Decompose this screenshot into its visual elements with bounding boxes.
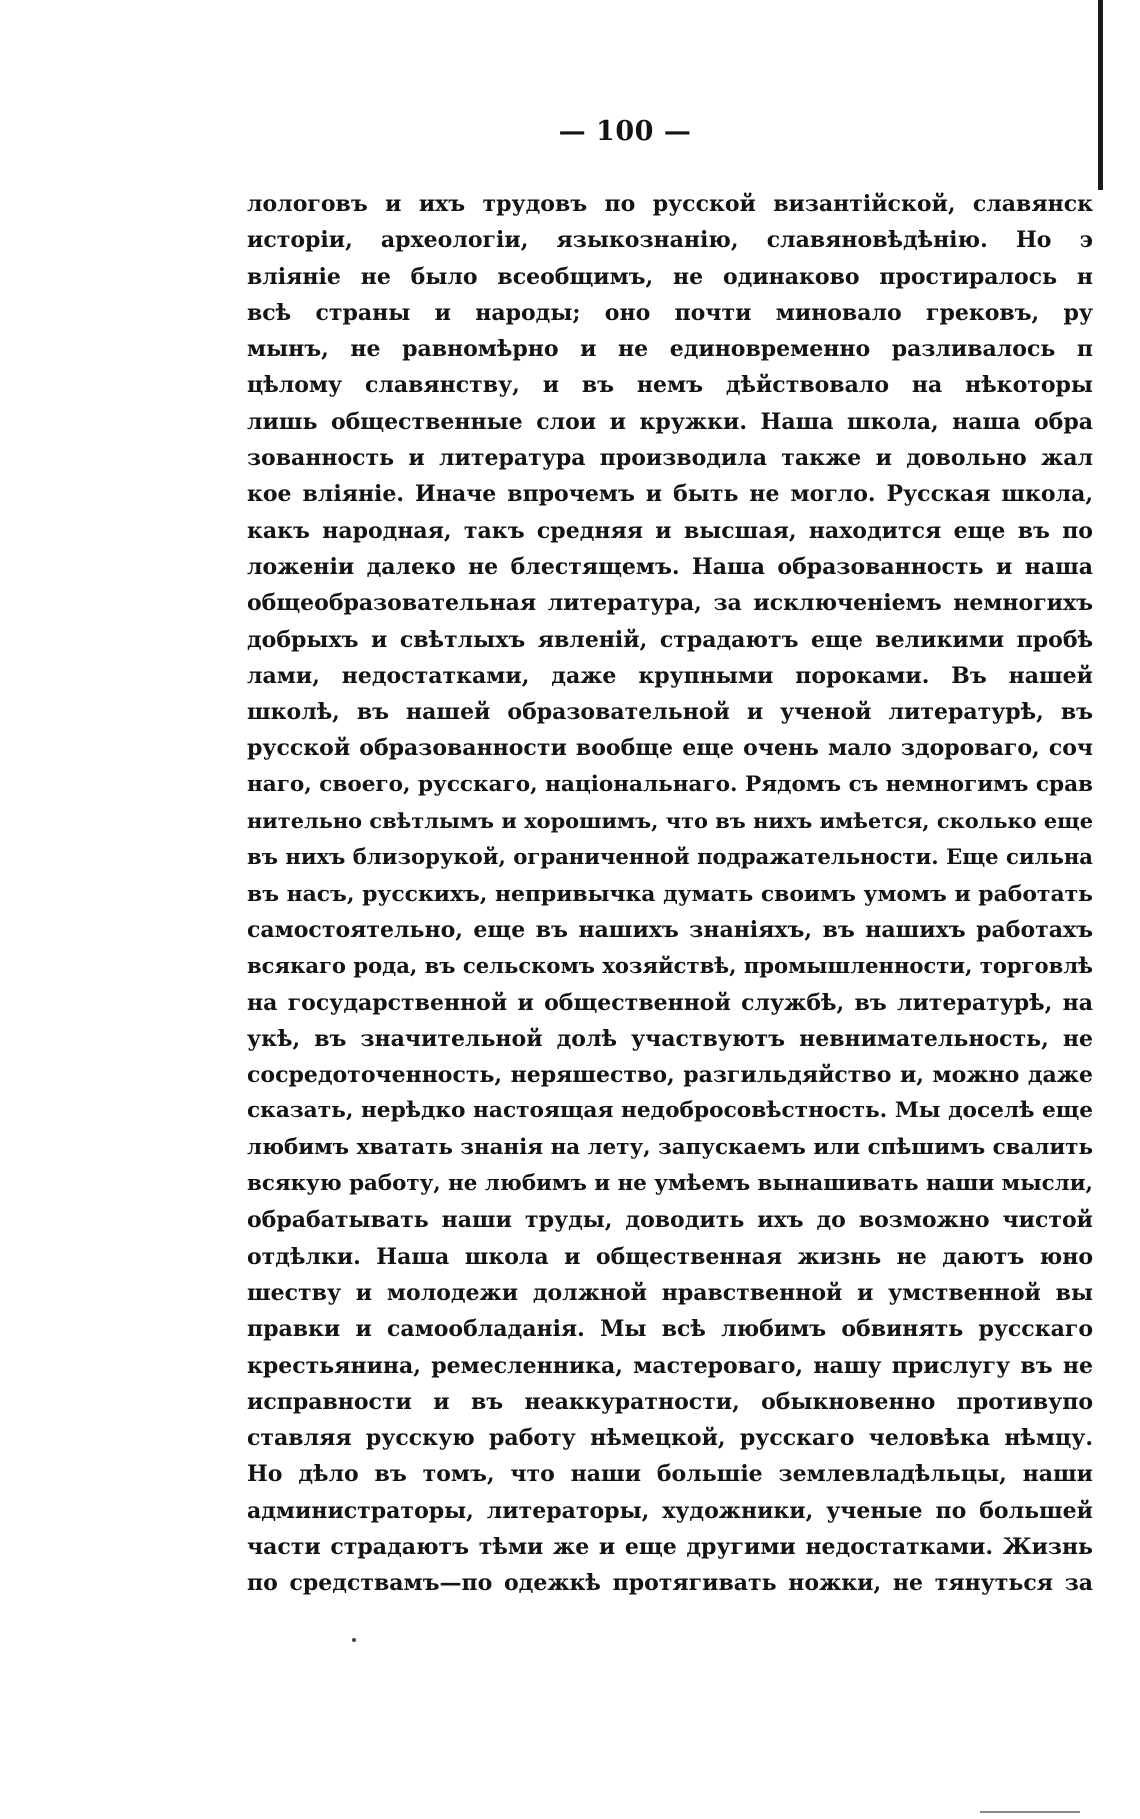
text-line: въ насъ, русскихъ, непривычка думать своимъ умомъ и работать bbox=[247, 880, 1093, 907]
scan-edge-shadow bbox=[1098, 0, 1103, 190]
text-line: по средствамъ—по одежкѣ протягивать ножки, не тянуться за bbox=[247, 1570, 1093, 1597]
text-line: исторіи, археологіи, языкознанію, славяновѣдѣнію. Но э bbox=[247, 227, 1093, 254]
text-line: школѣ, въ нашей образовательной и ученой литературѣ, въ bbox=[247, 699, 1093, 726]
text-line: крестьянина, ремесленника, мастероваго, нашу прислугу въ не bbox=[247, 1352, 1093, 1379]
page-number: — 100 — bbox=[558, 116, 692, 147]
text-line: сказать, нерѣдко настоящая недобросовѣстность. Мы доселѣ еще bbox=[247, 1098, 1093, 1124]
text-line: вліяніе не было всеобщимъ, не одинаково простиралось н bbox=[247, 263, 1093, 290]
text-line: нительно свѣтлымъ и хорошимъ, что въ нихъ имѣется, сколько еще bbox=[247, 808, 1093, 834]
text-line: правки и самообладанія. Мы всѣ любимъ обвинять русскаго bbox=[247, 1316, 1093, 1343]
text-line: сосредоточенность, неряшество, разгильдяйство и, можно даже bbox=[247, 1062, 1093, 1089]
text-line: добрыхъ и свѣтлыхъ явленій, страдаютъ еще великими пробѣ bbox=[247, 626, 1093, 653]
text-line: отдѣлки. Наша школа и общественная жизнь не даютъ юно bbox=[247, 1243, 1093, 1270]
text-line: наго, своего, русскаго, національнаго. Рядомъ съ немногимъ срав bbox=[247, 771, 1093, 797]
text-line: лами, недостатками, даже крупными пороками. Въ нашей bbox=[247, 662, 1093, 689]
text-line: всѣ страны и народы; оно почти миновало грековъ, ру bbox=[247, 299, 1093, 326]
text-line: на государственной и общественной службѣ, въ литературѣ, на bbox=[247, 989, 1093, 1016]
text-line: администраторы, литераторы, художники, ученые по большей bbox=[247, 1497, 1093, 1524]
text-line: лишь общественные слои и кружки. Наша школа, наша обра bbox=[247, 408, 1093, 435]
text-line: самостоятельно, еще въ нашихъ знаніяхъ, въ нашихъ работахъ bbox=[247, 916, 1093, 943]
text-line: кое вліяніе. Иначе впрочемъ и быть не могло. Русская школа, bbox=[247, 481, 1093, 508]
text-line: какъ народная, такъ средняя и высшая, находится еще въ по bbox=[247, 517, 1093, 544]
text-line: зованность и литература производила также и довольно жал bbox=[247, 445, 1093, 472]
text-line: русской образованности вообще еще очень мало здороваго, соч bbox=[247, 735, 1093, 762]
text-line: ложеніи далеко не блестящемъ. Наша образованность и наша bbox=[247, 553, 1093, 580]
text-line: мынъ, не равномѣрно и не единовременно разливалось п bbox=[247, 336, 1093, 363]
text-line: общеобразовательная литература, за исключеніемъ немногихъ bbox=[247, 590, 1093, 617]
text-line: цѣлому славянству, и въ немъ дѣйствовало на нѣкоторы bbox=[247, 372, 1093, 399]
text-line: шеству и молодежи должной нравственной и умственной вы bbox=[247, 1279, 1093, 1306]
text-line: обрабатывать наши труды, доводить ихъ до возможно чистой bbox=[247, 1207, 1093, 1234]
scan-speck bbox=[352, 1638, 356, 1642]
scan-corner-mark bbox=[980, 1811, 1080, 1813]
text-line: лологовъ и ихъ трудовъ по русской византійской, славянск bbox=[247, 191, 1093, 217]
body-text bbox=[247, 186, 1093, 1602]
text-line: части страдаютъ тѣми же и еще другими недостатками. Жизнь bbox=[247, 1533, 1093, 1560]
text-line: укѣ, въ значительной долѣ участвуютъ невнимательность, не bbox=[247, 1025, 1093, 1052]
text-line: Но дѣло въ томъ, что наши большіе землевладѣльцы, наши bbox=[247, 1461, 1093, 1488]
text-line: ставляя русскую работу нѣмецкой, русскаго человѣка нѣмцу. bbox=[247, 1425, 1093, 1452]
text-line: любимъ хватать знанія на лету, запускаемъ или спѣшимъ свалить bbox=[247, 1134, 1093, 1160]
text-line: всякую работу, не любимъ и не умѣемъ вынашивать наши мысли, bbox=[247, 1171, 1093, 1197]
text-line: въ нихъ близорукой, ограниченной подражательности. Еще сильна bbox=[247, 844, 1093, 870]
text-line: всякаго рода, въ сельскомъ хозяйствѣ, промышленности, торговлѣ bbox=[247, 953, 1093, 979]
text-line: исправности и въ неаккуратности, обыкновенно противупо bbox=[247, 1388, 1093, 1415]
